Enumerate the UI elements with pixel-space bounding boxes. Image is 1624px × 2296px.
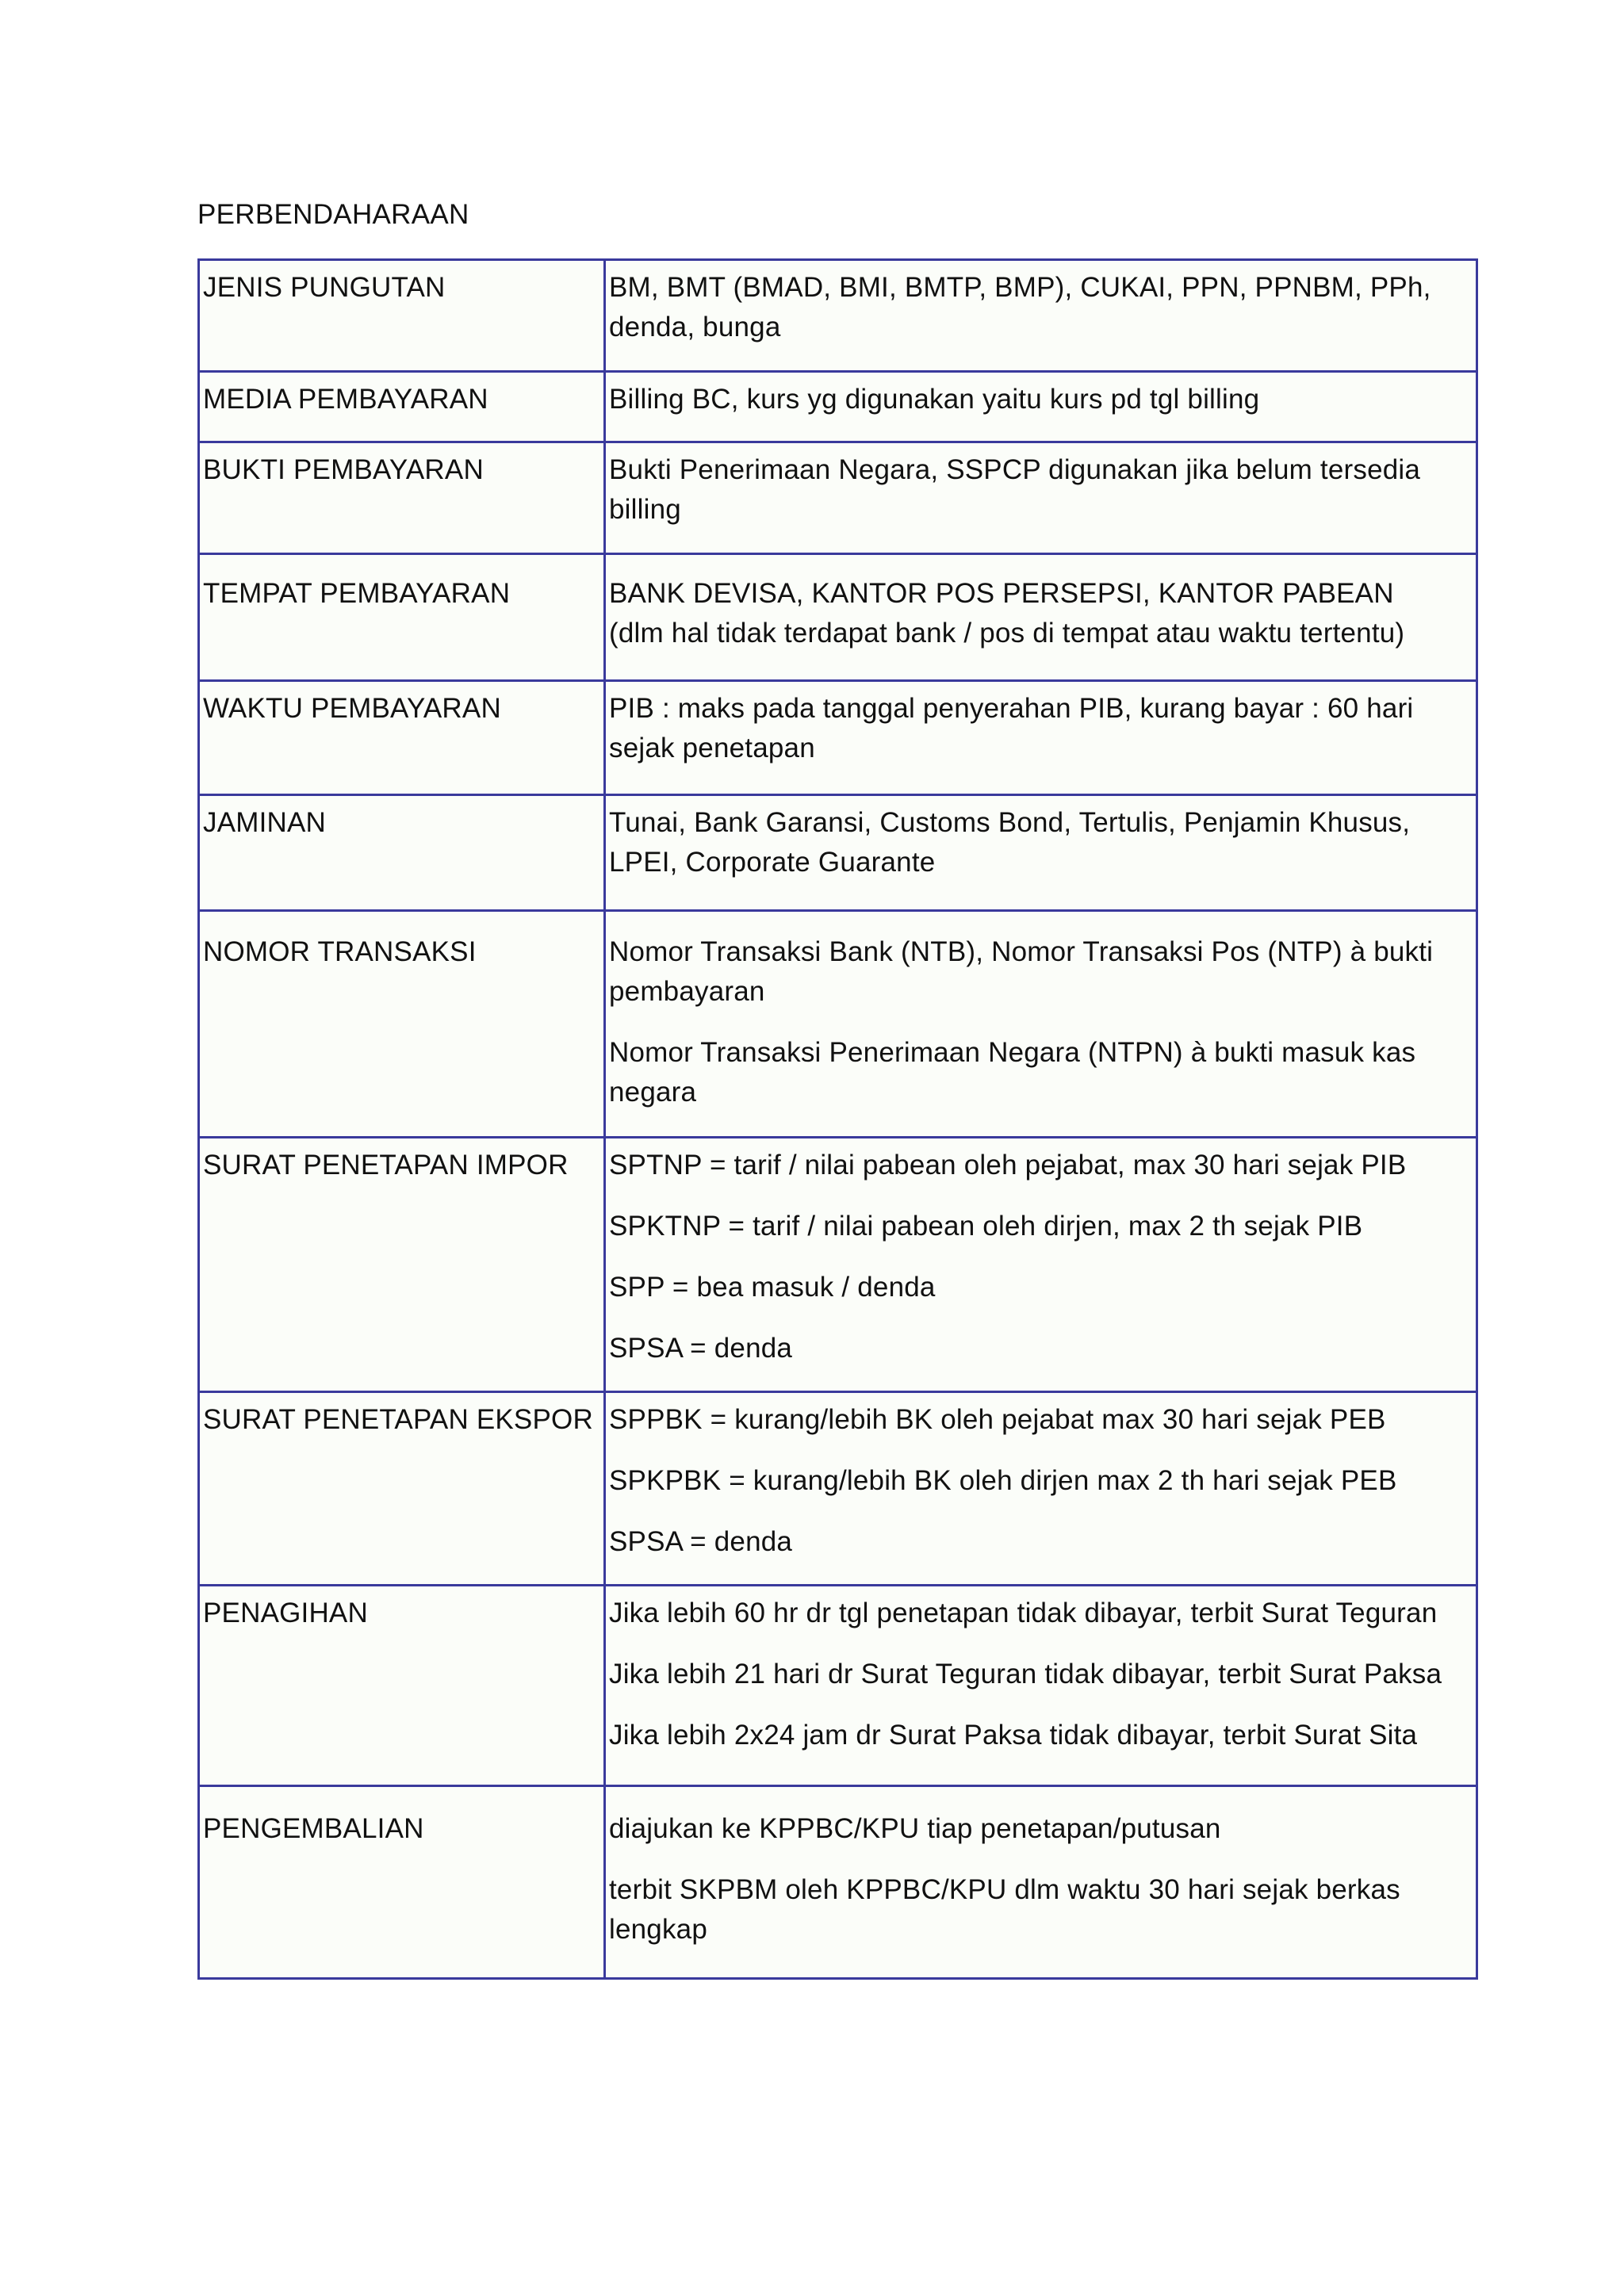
row-label: BUKTI PEMBAYARAN	[203, 454, 484, 485]
table-row	[199, 1786, 1477, 1979]
row-value: SPP = bea masuk / denda	[609, 1272, 936, 1303]
row-label-cell	[199, 554, 605, 681]
table-row	[199, 1138, 1477, 1392]
table-row	[199, 681, 1477, 795]
row-value: terbit SKPBM oleh KPPBC/KPU dlm waktu 30 hari sejak berkas lengkap	[609, 1874, 1400, 1945]
row-label: JAMINAN	[203, 807, 327, 838]
row-label: MEDIA PEMBAYARAN	[203, 384, 488, 415]
table-row	[199, 442, 1477, 554]
row-value: SPPBK = kurang/lebih BK oleh pejabat max 30 hari sejak PEB	[609, 1404, 1386, 1435]
row-value-cell	[605, 442, 1477, 554]
row-value: SPKTNP = tarif / nilai pabean oleh dirjen, max 2 th sejak PIB	[609, 1211, 1363, 1242]
row-value: Nomor Transaksi Penerimaan Negara (NTPN) à bukti masuk kas negara	[609, 1037, 1416, 1108]
row-label-cell	[199, 1138, 605, 1392]
row-label: NOMOR TRANSAKSI	[203, 936, 477, 967]
row-value: Bukti Penerimaan Negara, SSPCP digunakan jika belum tersedia billing	[609, 454, 1421, 525]
row-value-cell	[605, 1138, 1477, 1392]
treasury-table	[197, 258, 1478, 1980]
row-label-cell	[199, 372, 605, 442]
table-row	[199, 260, 1477, 372]
row-value: diajukan ke KPPBC/KPU tiap penetapan/putusan	[609, 1813, 1221, 1844]
row-label: SURAT PENETAPAN IMPOR	[203, 1150, 569, 1181]
row-value: Billing BC, kurs yg digunakan yaitu kurs pd tgl billing	[609, 384, 1260, 415]
row-label: PENAGIHAN	[203, 1598, 368, 1628]
row-value: SPSA = denda	[609, 1526, 793, 1557]
table-row	[199, 372, 1477, 442]
table-row	[199, 1392, 1477, 1586]
table-row	[199, 795, 1477, 911]
row-value-cell	[605, 1786, 1477, 1979]
row-value: BM, BMT (BMAD, BMI, BMTP, BMP), CUKAI, PPN, PPNBM, PPh, denda, bunga	[609, 272, 1431, 342]
row-label-cell	[199, 681, 605, 795]
row-value-cell	[605, 554, 1477, 681]
row-value-cell	[605, 681, 1477, 795]
row-label-cell	[199, 1586, 605, 1786]
row-value: Jika lebih 2x24 jam dr Surat Paksa tidak dibayar, terbit Surat Sita	[609, 1720, 1418, 1751]
row-label: WAKTU PEMBAYARAN	[203, 693, 501, 724]
row-label-cell	[199, 442, 605, 554]
row-value-cell	[605, 1586, 1477, 1786]
row-label: TEMPAT PEMBAYARAN	[203, 578, 511, 609]
row-value: SPTNP = tarif / nilai pabean oleh pejabat, max 30 hari sejak PIB	[609, 1150, 1407, 1181]
row-value: PIB : maks pada tanggal penyerahan PIB, kurang bayar : 60 hari sejak penetapan	[609, 693, 1414, 763]
row-label: PENGEMBALIAN	[203, 1813, 424, 1844]
row-value: SPKPBK = kurang/lebih BK oleh dirjen max 2 th hari sejak PEB	[609, 1465, 1397, 1496]
table-row	[199, 911, 1477, 1138]
row-value-cell	[605, 911, 1477, 1138]
row-label-cell	[199, 795, 605, 911]
row-label: SURAT PENETAPAN EKSPOR	[203, 1404, 593, 1435]
row-label-cell	[199, 1786, 605, 1979]
row-label-cell	[199, 1392, 605, 1586]
row-value: Tunai, Bank Garansi, Customs Bond, Tertulis, Penjamin Khusus, LPEI, Corporate Guarante	[609, 807, 1411, 878]
row-value: SPSA = denda	[609, 1333, 793, 1364]
row-value-cell	[605, 1392, 1477, 1586]
table-row	[199, 1586, 1477, 1786]
row-value-cell	[605, 260, 1477, 372]
row-value: BANK DEVISA, KANTOR POS PERSEPSI, KANTOR PABEAN (dlm hal tidak terdapat bank / pos di tempat atau waktu tertentu)	[609, 578, 1405, 649]
row-value: Nomor Transaksi Bank (NTB), Nomor Transaksi Pos (NTP) à bukti pembayaran	[609, 936, 1434, 1007]
row-value-cell	[605, 372, 1477, 442]
row-value-cell	[605, 795, 1477, 911]
row-label-cell	[199, 260, 605, 372]
page-title: PERBENDAHARAAN	[197, 199, 469, 230]
row-label-cell	[199, 911, 605, 1138]
table-row	[199, 554, 1477, 681]
row-value: Jika lebih 21 hari dr Surat Teguran tidak dibayar, terbit Surat Paksa	[609, 1659, 1442, 1689]
row-label: JENIS PUNGUTAN	[203, 272, 446, 303]
row-value: Jika lebih 60 hr dr tgl penetapan tidak dibayar, terbit Surat Teguran	[609, 1598, 1438, 1628]
